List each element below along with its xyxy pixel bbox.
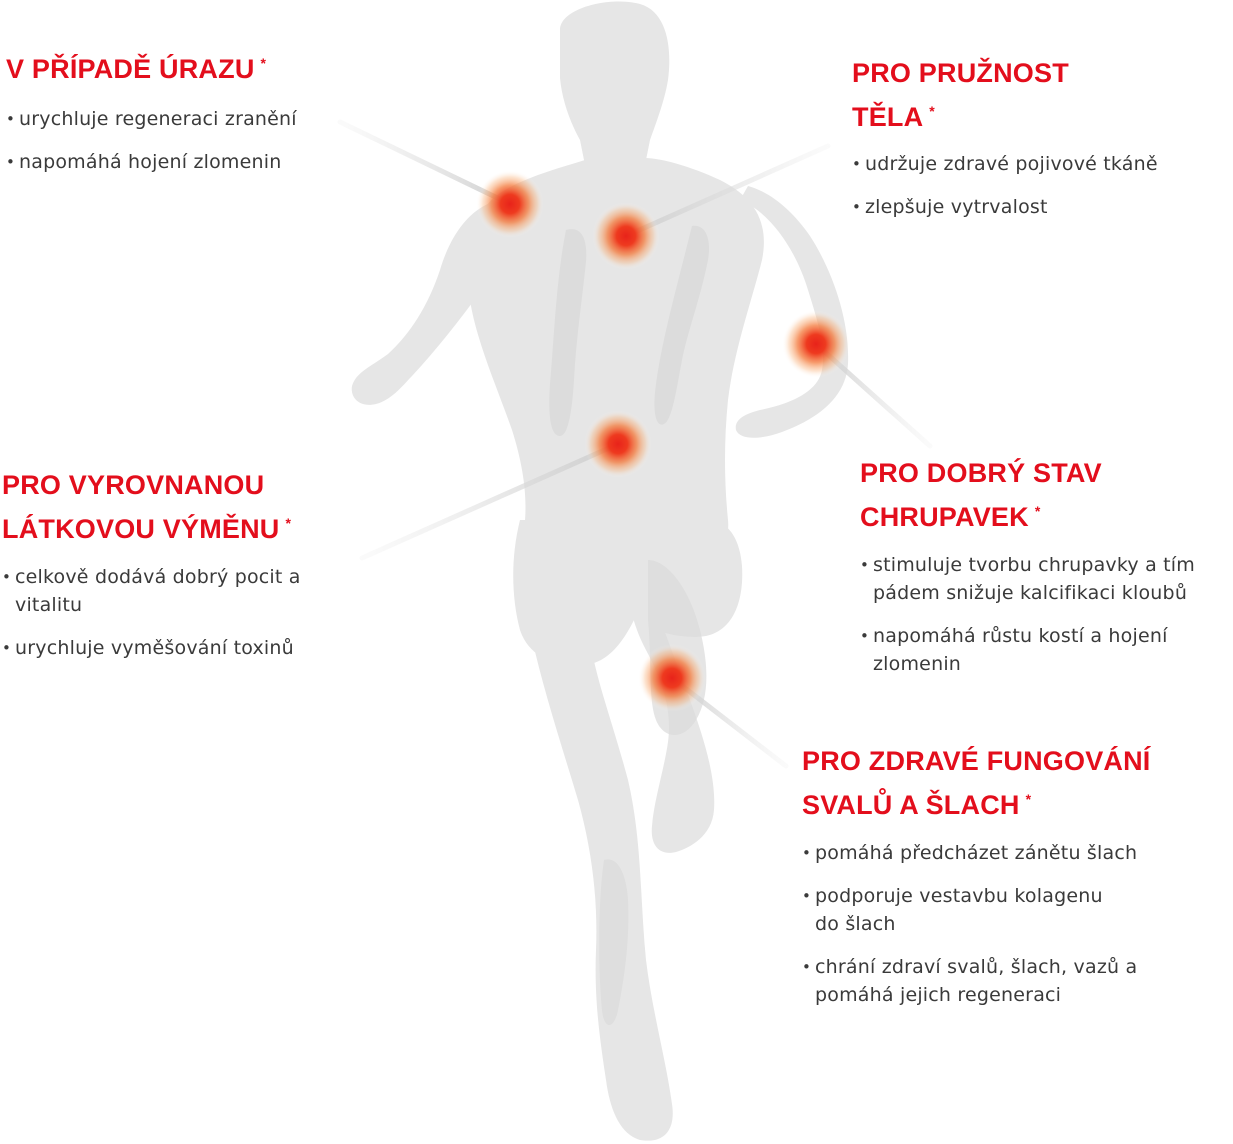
hotspot-elbow bbox=[782, 310, 850, 378]
bullet-item bbox=[852, 150, 1222, 178]
bullet-item bbox=[6, 105, 366, 133]
bullet-item bbox=[802, 882, 1222, 938]
bullet-text: • stimuluje tvorbu chrupavky a tím bbox=[873, 554, 1195, 576]
heading-text: TĚLA bbox=[852, 102, 924, 132]
bullet-text: • napomáhá hojení zlomenin bbox=[19, 151, 282, 173]
bullet-list bbox=[802, 839, 1222, 1009]
heading-text: LÁTKOVOU VÝMĚNU bbox=[2, 514, 280, 544]
callout-heading bbox=[852, 54, 1222, 136]
heading-line bbox=[2, 466, 362, 504]
heading-line bbox=[852, 92, 1222, 136]
bullet-text: • napomáhá růstu kostí a hojení bbox=[873, 625, 1168, 647]
heading-text: PRO PRUŽNOST bbox=[852, 58, 1069, 88]
bullet-list bbox=[852, 150, 1222, 221]
bullet-text: pádem snižuje kalcifikaci kloubů bbox=[873, 582, 1188, 604]
bullet-text: • urychluje vyměšování toxinů bbox=[15, 637, 294, 659]
bullet-list bbox=[860, 551, 1232, 678]
bullet-item bbox=[6, 148, 366, 176]
bullet-text: • urychluje regeneraci zranění bbox=[19, 108, 297, 130]
bullet-text: vitalitu bbox=[15, 594, 83, 616]
asterisk-mark: * bbox=[260, 55, 267, 71]
callout-heading bbox=[6, 44, 366, 88]
bullet-list bbox=[2, 563, 362, 662]
hotspot-abdomen bbox=[584, 410, 652, 478]
hotspot-chest bbox=[592, 202, 660, 270]
bullet-text: • podporuje vestavbu kolagenu bbox=[815, 885, 1103, 907]
hotspot-knee bbox=[638, 644, 706, 712]
bullet-item bbox=[852, 193, 1222, 221]
callout-injury bbox=[6, 44, 366, 176]
bullet-text: do šlach bbox=[815, 913, 896, 935]
bullet-text: • udržuje zdravé pojivové tkáně bbox=[865, 153, 1158, 175]
bullet-text: zlomenin bbox=[873, 653, 962, 675]
bullet-item bbox=[860, 551, 1232, 607]
heading-line bbox=[852, 54, 1222, 92]
heading-text: PRO ZDRAVÉ FUNGOVÁNÍ bbox=[802, 746, 1151, 776]
bullet-list bbox=[6, 105, 366, 176]
heading-line bbox=[860, 454, 1232, 492]
bullet-text: • zlepšuje vytrvalost bbox=[865, 196, 1048, 218]
callout-heading bbox=[860, 454, 1232, 536]
bullet-text: • pomáhá předcházet zánětu šlach bbox=[815, 842, 1138, 864]
callout-metabolism bbox=[2, 466, 362, 662]
heading-line bbox=[802, 742, 1222, 780]
heading-text: PRO VYROVNANOU bbox=[2, 470, 265, 500]
callout-muscles bbox=[802, 742, 1222, 1009]
asterisk-mark: * bbox=[1025, 791, 1032, 807]
bullet-text: • celkově dodává dobrý pocit a bbox=[15, 566, 301, 588]
bullet-item bbox=[860, 622, 1232, 678]
bullet-item bbox=[802, 839, 1222, 867]
bullet-text: • chrání zdraví svalů, šlach, vazů a bbox=[815, 956, 1138, 978]
heading-line bbox=[860, 492, 1232, 536]
callout-cartilage bbox=[860, 454, 1232, 678]
callout-heading bbox=[802, 742, 1222, 824]
asterisk-mark: * bbox=[285, 515, 292, 531]
heading-text: V PŘÍPADĚ ÚRAZU bbox=[6, 54, 255, 84]
bullet-item bbox=[2, 563, 362, 619]
bullet-item bbox=[802, 953, 1222, 1009]
callout-flexibility bbox=[852, 54, 1222, 221]
asterisk-mark: * bbox=[1034, 503, 1041, 519]
hotspot-shoulder bbox=[476, 170, 544, 238]
heading-text: PRO DOBRÝ STAV bbox=[860, 458, 1102, 488]
heading-text: SVALŮ A ŠLACH bbox=[802, 790, 1020, 820]
asterisk-mark: * bbox=[929, 103, 935, 119]
bullet-item bbox=[2, 634, 362, 662]
callout-heading bbox=[2, 466, 362, 548]
heading-line bbox=[6, 44, 366, 88]
bullet-text: pomáhá jejich regeneraci bbox=[815, 984, 1062, 1006]
heading-line bbox=[2, 504, 362, 548]
heading-line bbox=[802, 780, 1222, 824]
heading-text: CHRUPAVEK bbox=[860, 502, 1029, 532]
